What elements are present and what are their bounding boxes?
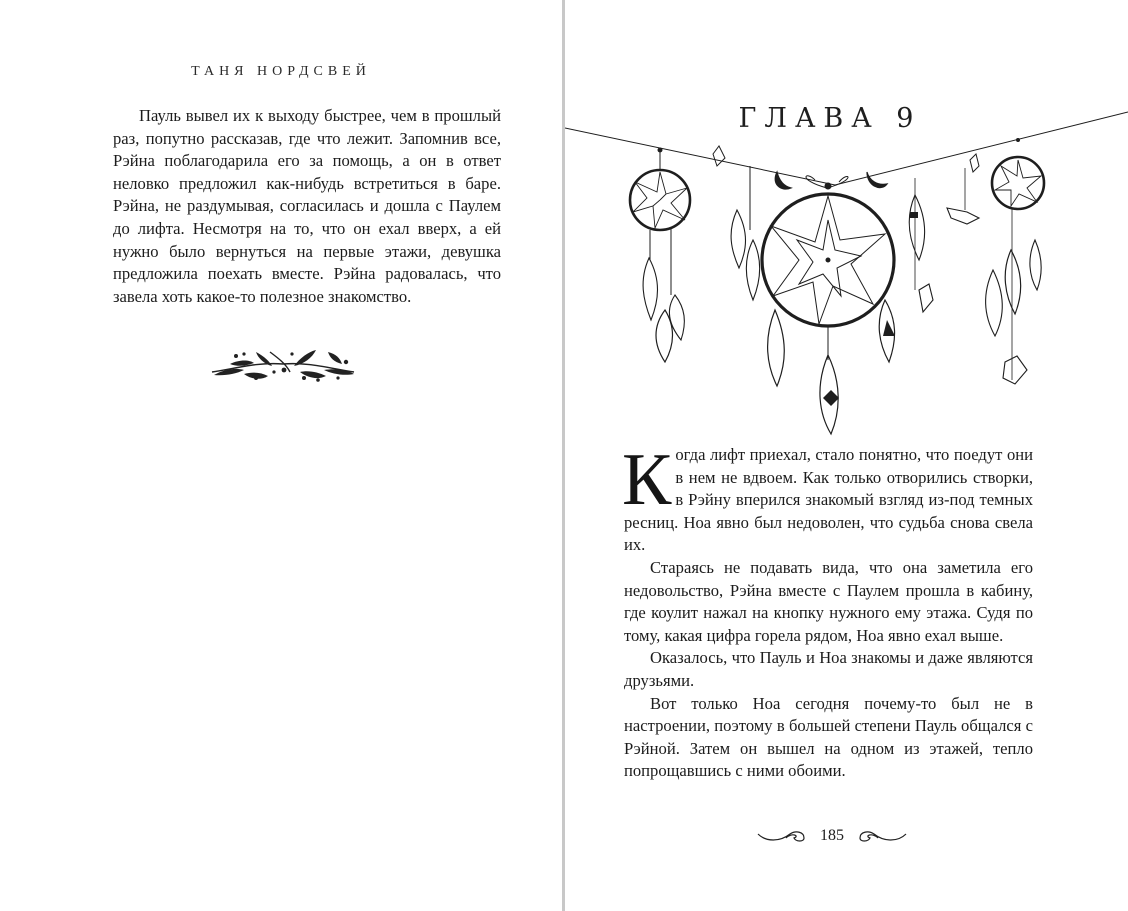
paragraph-first-text: огда лифт приехал, стало понятно, что поедут они в нем не вдвоем. Как только отворились створки, в Рэйну вперился знакомый взгляд из-под темных ресниц. Ноа явно был недоволен, что судьба снова свела их. xyxy=(624,445,1033,555)
dreamcatcher-garland-illustration-icon xyxy=(565,100,1128,440)
running-head-author: ТАНЯ НОРДСВЕЙ xyxy=(191,64,371,79)
paragraph: Оказалось, что Пауль и Ноа знакомы и даже являются друзьями. xyxy=(624,648,1033,690)
right-page-text xyxy=(622,439,1033,783)
page-folio xyxy=(752,822,912,850)
paragraph-first xyxy=(622,439,1033,557)
chapter-title: ГЛАВА 9 xyxy=(738,103,922,134)
paragraph: Стараясь не подавать вида, что она заметила его недовольство, Рэйна вместе с Паулем прошла в кабину, где коулит нажал на кнопку нужного ему этажа. Судя по тому, какая цифра горела рядом, Ноа явно ехал выше. xyxy=(624,557,1033,645)
left-page-text xyxy=(113,105,501,308)
flourish-left-icon xyxy=(756,826,808,846)
flourish-right-icon xyxy=(856,826,908,846)
drop-cap: К xyxy=(622,439,672,521)
paragraph: Вот только Ноа сегодня почему-то был не в настроении, поэтому в большей степени Пауль общался с Рэйной. Затем он вышел на одном из этажей, тепло попрощавшись с ними обоими. xyxy=(624,693,1033,781)
paragraph: Пауль вывел их к выходу быстрее, чем в прошлый раз, попутно рассказав, где что лежит. Запомнив все, Рэйна поблагодарила его за помощь, а он в ответ неловко предложил как-нибудь встретиться в баре. Рэйна, не раздумывая, согласилась и дошла с Паулем до лифта. Несмотря на то, что он ехал вверх, а ей нужно было вернуться на первые этажи, девушка предложила поехать вместе. Рэйна радовалась, что завела хоть какое-то полезное знакомство. xyxy=(113,106,501,306)
left-page xyxy=(0,0,562,911)
page-number: 185 xyxy=(820,827,844,844)
leaf-vine-ornament-icon xyxy=(208,342,358,384)
